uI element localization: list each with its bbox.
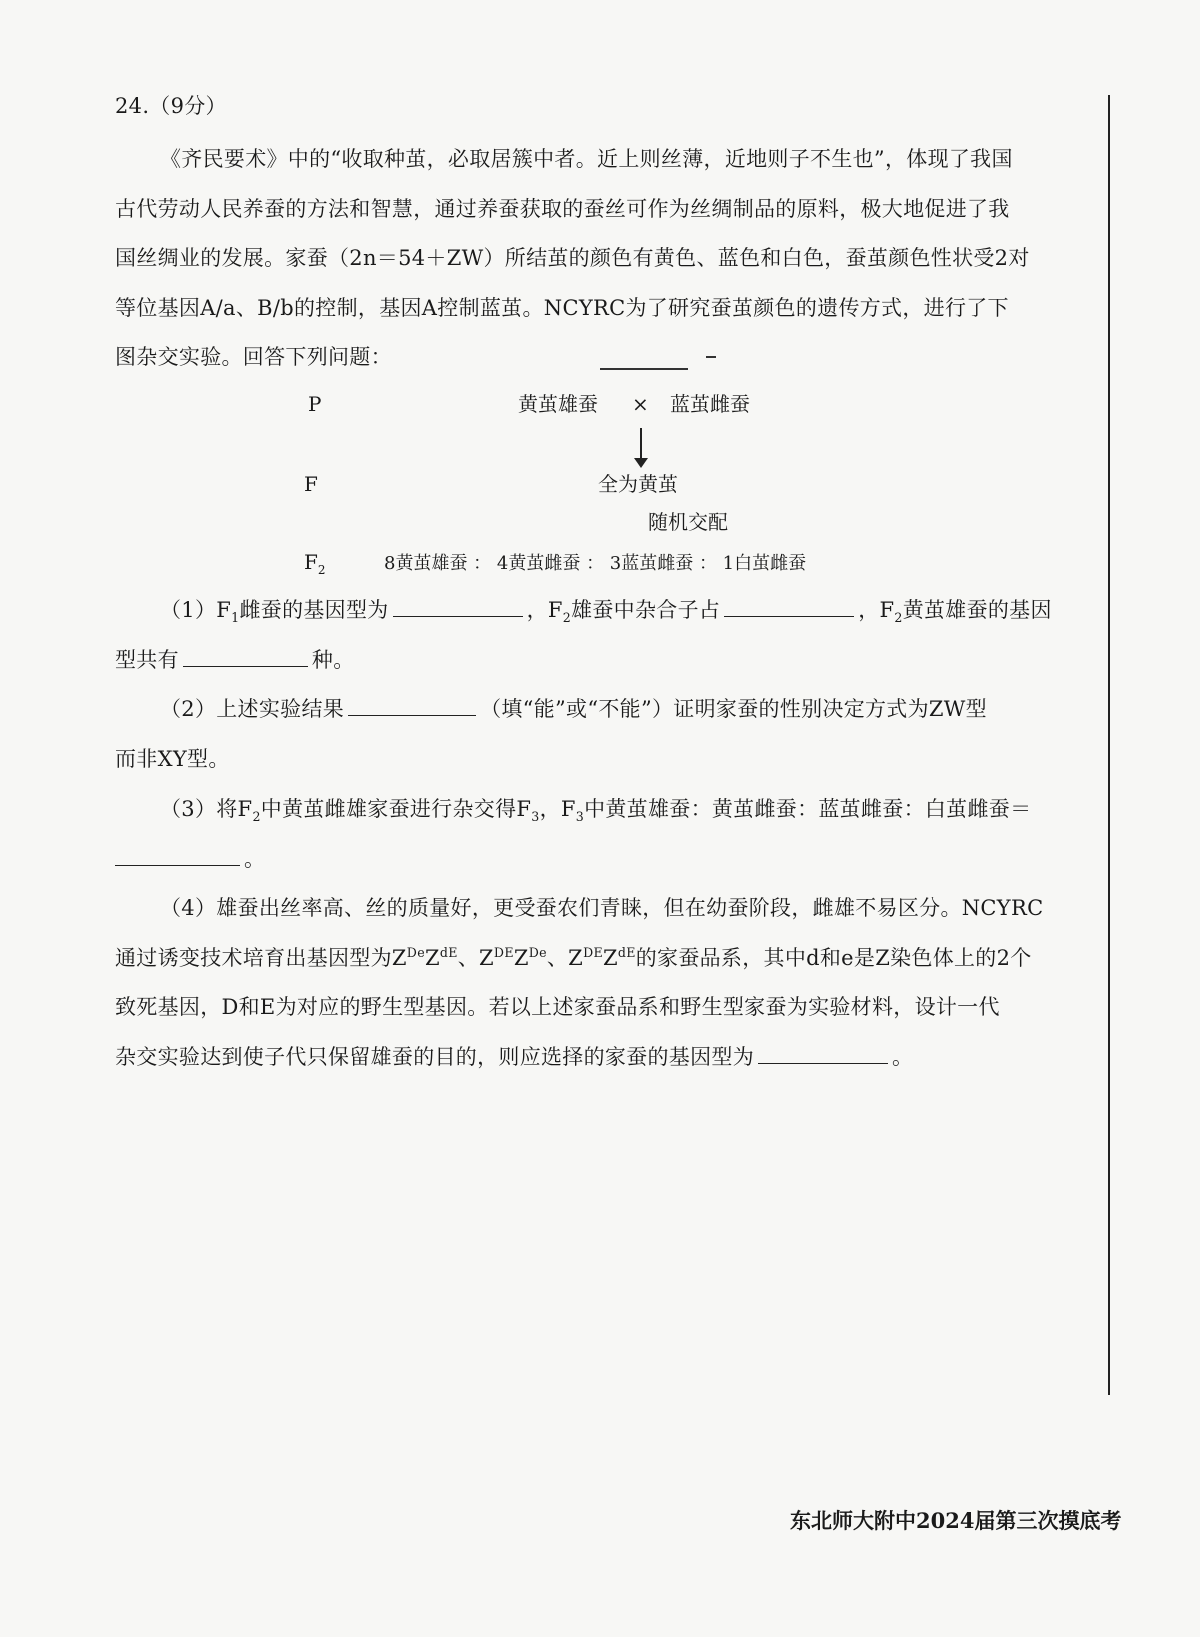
scan-mark (600, 368, 688, 370)
intro-line-2: 古代劳动人民养蚕的方法和智慧，通过养蚕获取的蚕丝可作为丝绸制品的原料，极大地促进了我 (115, 197, 1010, 221)
answer-blank[interactable] (115, 845, 240, 866)
random-mating-label: 随机交配 (648, 510, 728, 534)
q3-line-1: （3）将$F_2$中黄茧雌雄家蚕进行杂交得$F_3$，$F_3$中黄茧雄蚕：黄茧雌蚕：蓝茧雌蚕：白茧雌蚕＝ (160, 797, 1032, 825)
p-female-parent: 蓝茧雌蚕 (670, 392, 750, 416)
intro-line-5: 图杂交实验。回答下列问题： (115, 345, 392, 369)
answer-blank[interactable] (758, 1043, 888, 1064)
f1-result: 全为黄茧 (598, 472, 678, 496)
q1-line-2: 型共有 种。 (115, 648, 355, 672)
answer-blank[interactable] (183, 646, 308, 667)
f2-generation-label: $F_2$ (304, 550, 326, 577)
intro-line-1: 《齐民要术》中的“收取种茧，必取居簇中者。近上则丝薄，近地则子不生也”，体现了我国 (160, 147, 1013, 171)
intro-line-3: 国丝绸业的发展。家蚕（2n＝54＋ZW）所结茧的颜色有黄色、蓝色和白色，蚕茧颜色性状受2对 (115, 246, 1030, 270)
q1-line-1: $(1)F_1$雌蚕的基因型为 ，$F_2$雄蚕中杂合子占 ，$F_2$黄茧雄蚕的基因 (160, 598, 1052, 626)
margin-line (1108, 95, 1110, 1395)
question-number: 24.（9分） (115, 94, 227, 118)
q4-line-3: 致死基因，D和E为对应的野生型基因。若以上述家蚕品系和野生型家蚕为实验材料，设计一代 (115, 995, 1000, 1019)
answer-blank[interactable] (348, 695, 476, 716)
intro-line-4: 等位基因A/a、B/b的控制，基因A控制蓝茧。NCYRC为了研究蚕茧颜色的遗传方式，进行了下 (115, 296, 1009, 320)
down-arrow-icon (640, 428, 642, 460)
p-generation-label: P (308, 392, 322, 416)
answer-blank[interactable] (724, 596, 854, 617)
q4-line-4: 杂交实验达到使子代只保留雄蚕的目的，则应选择的家蚕的基因型为 。 (115, 1045, 914, 1069)
f1-generation-label: F (304, 472, 318, 496)
cross-symbol: × (632, 392, 649, 416)
q3-line-2: 。 (115, 845, 265, 873)
q2-line-1: （2）上述实验结果 （填“能”或“不能”）证明家蚕的性别决定方式为ZW型 (160, 697, 987, 721)
scan-mark (706, 356, 716, 358)
q4-line-2: 通过诱变技术培育出基因型为$Z^{De}Z^{dE}$、$Z^{DE}Z^{De}$、$Z^{DE}Z^{dE}$的家蚕品系，其中d和e是Z染色体上的2个 (115, 945, 1032, 970)
answer-blank[interactable] (393, 596, 523, 617)
q2-line-2: 而非XY型。 (115, 747, 230, 771)
q4-line-1: （4）雄蚕出丝率高、丝的质量好，更受蚕农们青睐，但在幼蚕阶段，雌雄不易区分。NCYRC (160, 896, 1044, 920)
f2-ratio: 8黄茧雄蚕 ： 4黄茧雌蚕 ： 3蓝茧雌蚕 ： 1白茧雌蚕 (384, 553, 807, 574)
page-footer: 东北师大附中2024届第三次摸底考 (790, 1508, 1122, 1533)
p-male-parent: 黄茧雄蚕 (518, 392, 598, 416)
